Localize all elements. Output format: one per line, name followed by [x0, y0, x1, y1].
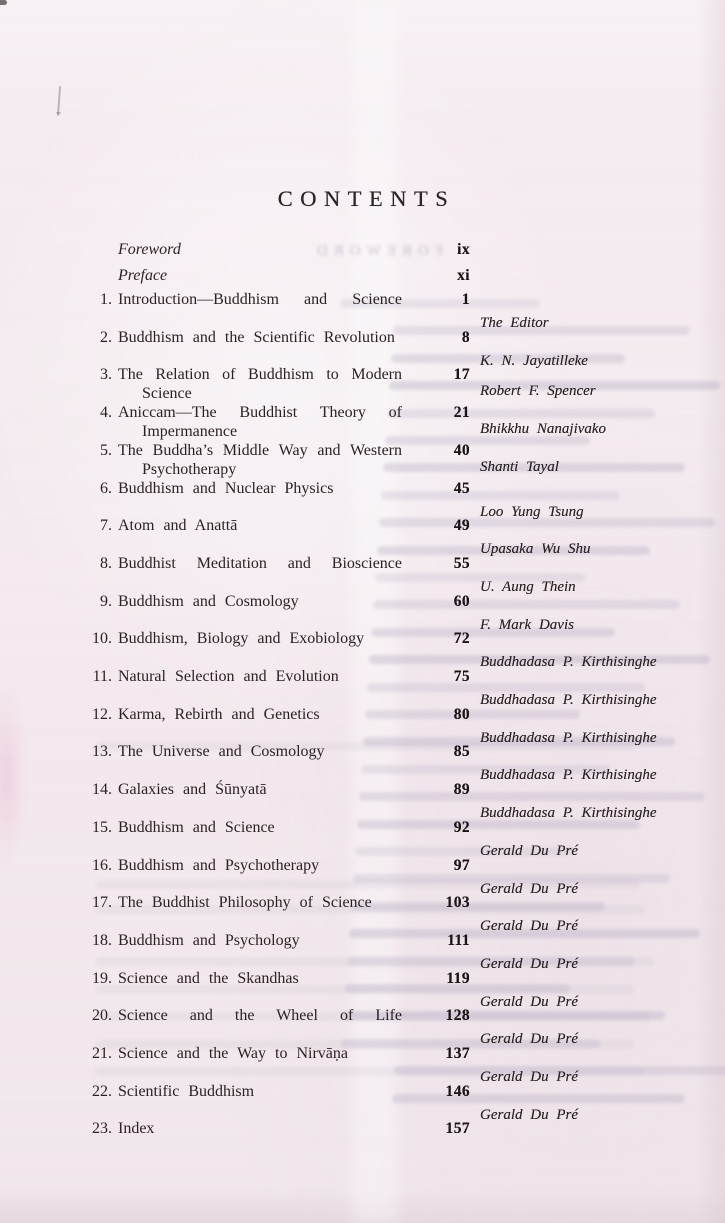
- entry-title: Index: [118, 1120, 155, 1137]
- entry-author: Bhikkhu Nanajivako: [480, 421, 607, 437]
- front-matter-page: xi: [457, 267, 470, 284]
- page-edge-shading: [697, 0, 725, 1223]
- entry-author: Gerald Du Pré: [480, 843, 578, 859]
- entry-number: 11.: [92, 668, 112, 685]
- entry-author: Buddhadasa P. Kirthisinghe: [480, 767, 657, 783]
- entry-number: 4.: [100, 404, 112, 421]
- entry-title: The Buddha’s Middle Way and Western: [118, 442, 402, 459]
- front-matter-page: ix: [457, 241, 470, 258]
- entry-page-number: 97: [453, 857, 470, 874]
- toc-entry: [88, 1119, 470, 1138]
- entry-author: Buddhadasa P. Kirthisinghe: [480, 730, 657, 746]
- entry-page-number: 21: [453, 404, 470, 421]
- entry-title: Karma, Rebirth and Genetics: [118, 706, 320, 723]
- toc-entry: [88, 1006, 470, 1025]
- entry-author: Loo Yung Tsung: [480, 504, 584, 520]
- entry-number: 12.: [92, 706, 112, 723]
- entry-number: 19.: [92, 970, 112, 987]
- entry-page-number: 157: [445, 1120, 470, 1137]
- entry-author: Gerald Du Pré: [480, 1107, 578, 1123]
- entry-page-number: 85: [453, 743, 470, 760]
- show-through-heading: FOREWORD: [310, 243, 444, 259]
- entry-author: Upasaka Wu Shu: [480, 541, 591, 557]
- entry-number: 21.: [92, 1045, 112, 1062]
- entry-number: 3.: [100, 366, 112, 383]
- entry-page-number: 128: [445, 1007, 470, 1024]
- toc-entry: [88, 479, 470, 498]
- entry-title: Buddhism and Nuclear Physics: [118, 480, 334, 497]
- entry-title: Science and the Wheel of Life: [118, 1007, 402, 1024]
- entry-title: Science and the Way to Nirvāṇa: [118, 1045, 349, 1062]
- entry-page-number: 45: [453, 480, 470, 497]
- page-title: CONTENTS: [277, 186, 456, 211]
- entry-author: Gerald Du Pré: [480, 956, 578, 972]
- entry-title: Buddhism and Cosmology: [118, 593, 299, 610]
- entry-title-line2: Science: [142, 385, 192, 402]
- toc-entry: [88, 554, 470, 573]
- entry-number: 22.: [92, 1083, 112, 1100]
- entry-number: 6.: [100, 480, 112, 497]
- front-matter-entry: [88, 266, 470, 285]
- toc-entry: [88, 969, 470, 988]
- entry-number: 15.: [92, 819, 112, 836]
- toc-entry: [88, 328, 470, 347]
- toc-entry: [88, 667, 470, 686]
- entry-author: Shanti Tayal: [480, 459, 559, 475]
- entry-page-number: 40: [453, 442, 470, 459]
- entry-author: Buddhadasa P. Kirthisinghe: [480, 692, 657, 708]
- entry-page-number: 75: [453, 668, 470, 685]
- entry-number: 18.: [92, 932, 112, 949]
- entry-title: Atom and Anattā: [118, 517, 238, 534]
- entry-author: Gerald Du Pré: [480, 918, 578, 934]
- entry-number: 16.: [92, 857, 112, 874]
- entry-page-number: 49: [453, 517, 470, 534]
- entry-title: Buddhist Meditation and Bioscience: [118, 555, 402, 572]
- entry-page-number: 80: [453, 706, 470, 723]
- entry-number: 9.: [100, 593, 112, 610]
- entry-number: 1.: [100, 291, 112, 308]
- entry-title: Galaxies and Śūnyatā: [118, 781, 267, 798]
- entry-title: Buddhism, Biology and Exobiology: [118, 630, 365, 647]
- entry-title-line2: Psychotherapy: [142, 461, 237, 478]
- entry-title: The Universe and Cosmology: [118, 743, 325, 760]
- entry-page-number: 55: [453, 555, 470, 572]
- entry-number: 23.: [92, 1120, 112, 1137]
- entry-page-number: 146: [445, 1083, 470, 1100]
- paper-stain: [0, 688, 26, 868]
- toc-entry: [88, 365, 470, 403]
- toc-entry: [88, 629, 470, 648]
- entry-page-number: 119: [446, 970, 470, 987]
- toc-entry: [88, 705, 470, 724]
- entry-page-number: 60: [453, 593, 470, 610]
- entry-title-line2: Impermanence: [142, 423, 238, 440]
- entry-number: 20.: [92, 1007, 112, 1024]
- entry-title: Scientific Buddhism: [118, 1083, 255, 1100]
- toc-entry: [88, 780, 470, 799]
- toc-entry: [88, 856, 470, 875]
- front-matter-entry: [88, 240, 470, 259]
- entry-number: 13.: [92, 743, 112, 760]
- entry-title: Aniccam—The Buddhist Theory of: [118, 404, 402, 421]
- toc-entry: [88, 403, 470, 441]
- toc-entry: [88, 592, 470, 611]
- entry-title: Introduction—Buddhism and Science: [118, 291, 402, 308]
- entry-page-number: 72: [453, 630, 470, 647]
- entry-title: Natural Selection and Evolution: [118, 668, 339, 685]
- entry-author: K. N. Jayatilleke: [480, 353, 588, 369]
- entry-number: 10.: [92, 630, 112, 647]
- entry-number: 7.: [100, 517, 112, 534]
- entry-author: Gerald Du Pré: [480, 881, 578, 897]
- entry-page-number: 137: [445, 1045, 470, 1062]
- entry-author: Buddhadasa P. Kirthisinghe: [480, 805, 657, 821]
- toc-entry: [88, 1082, 470, 1101]
- entry-author: F. Mark Davis: [480, 617, 574, 633]
- toc-entry: [88, 818, 470, 837]
- entry-number: 14.: [92, 781, 112, 798]
- entry-title: The Buddhist Philosophy of Science: [118, 894, 372, 911]
- toc-entry: [88, 893, 470, 912]
- entry-page-number: 17: [453, 366, 470, 383]
- entry-author: U. Aung Thein: [480, 579, 576, 595]
- entry-number: 8.: [100, 555, 112, 572]
- corner-print-mark: [0, 0, 7, 5]
- front-matter-title: Foreword: [118, 241, 181, 258]
- toc-entry: [88, 742, 470, 761]
- toc-entry: [88, 290, 470, 309]
- toc-entry: [88, 516, 470, 535]
- entry-number: 5.: [100, 442, 112, 459]
- toc-entry: [88, 1044, 470, 1063]
- entry-title: Science and the Skandhas: [118, 970, 299, 987]
- entry-number: 2.: [100, 329, 112, 346]
- toc: [88, 232, 688, 1192]
- entry-author: Gerald Du Pré: [480, 994, 578, 1010]
- entry-page-number: 92: [453, 819, 470, 836]
- entry-page-number: 1: [461, 291, 470, 308]
- entry-author: Gerald Du Pré: [480, 1069, 578, 1085]
- entry-number: 17.: [92, 894, 112, 911]
- entry-title: Buddhism and Psychology: [118, 932, 300, 949]
- entry-author: Gerald Du Pré: [480, 1031, 578, 1047]
- entry-page-number: 8: [461, 329, 470, 346]
- entry-author: Robert F. Spencer: [480, 383, 596, 399]
- entry-author: Buddhadasa P. Kirthisinghe: [480, 654, 657, 670]
- toc-entry: [88, 931, 470, 950]
- front-matter-title: Preface: [118, 267, 168, 284]
- entry-author: The Editor: [480, 315, 549, 331]
- scratch-mark-tick: [56, 112, 61, 114]
- entry-page-number: 103: [445, 894, 470, 911]
- entry-title: The Relation of Buddhism to Modern: [118, 366, 402, 383]
- entry-page-number: 111: [447, 932, 470, 949]
- entry-title: Buddhism and Psychotherapy: [118, 857, 320, 874]
- entry-title: Buddhism and the Scientific Revolution: [118, 329, 395, 346]
- entry-page-number: 89: [453, 781, 470, 798]
- toc-entry: [88, 441, 470, 479]
- entry-title: Buddhism and Science: [118, 819, 275, 836]
